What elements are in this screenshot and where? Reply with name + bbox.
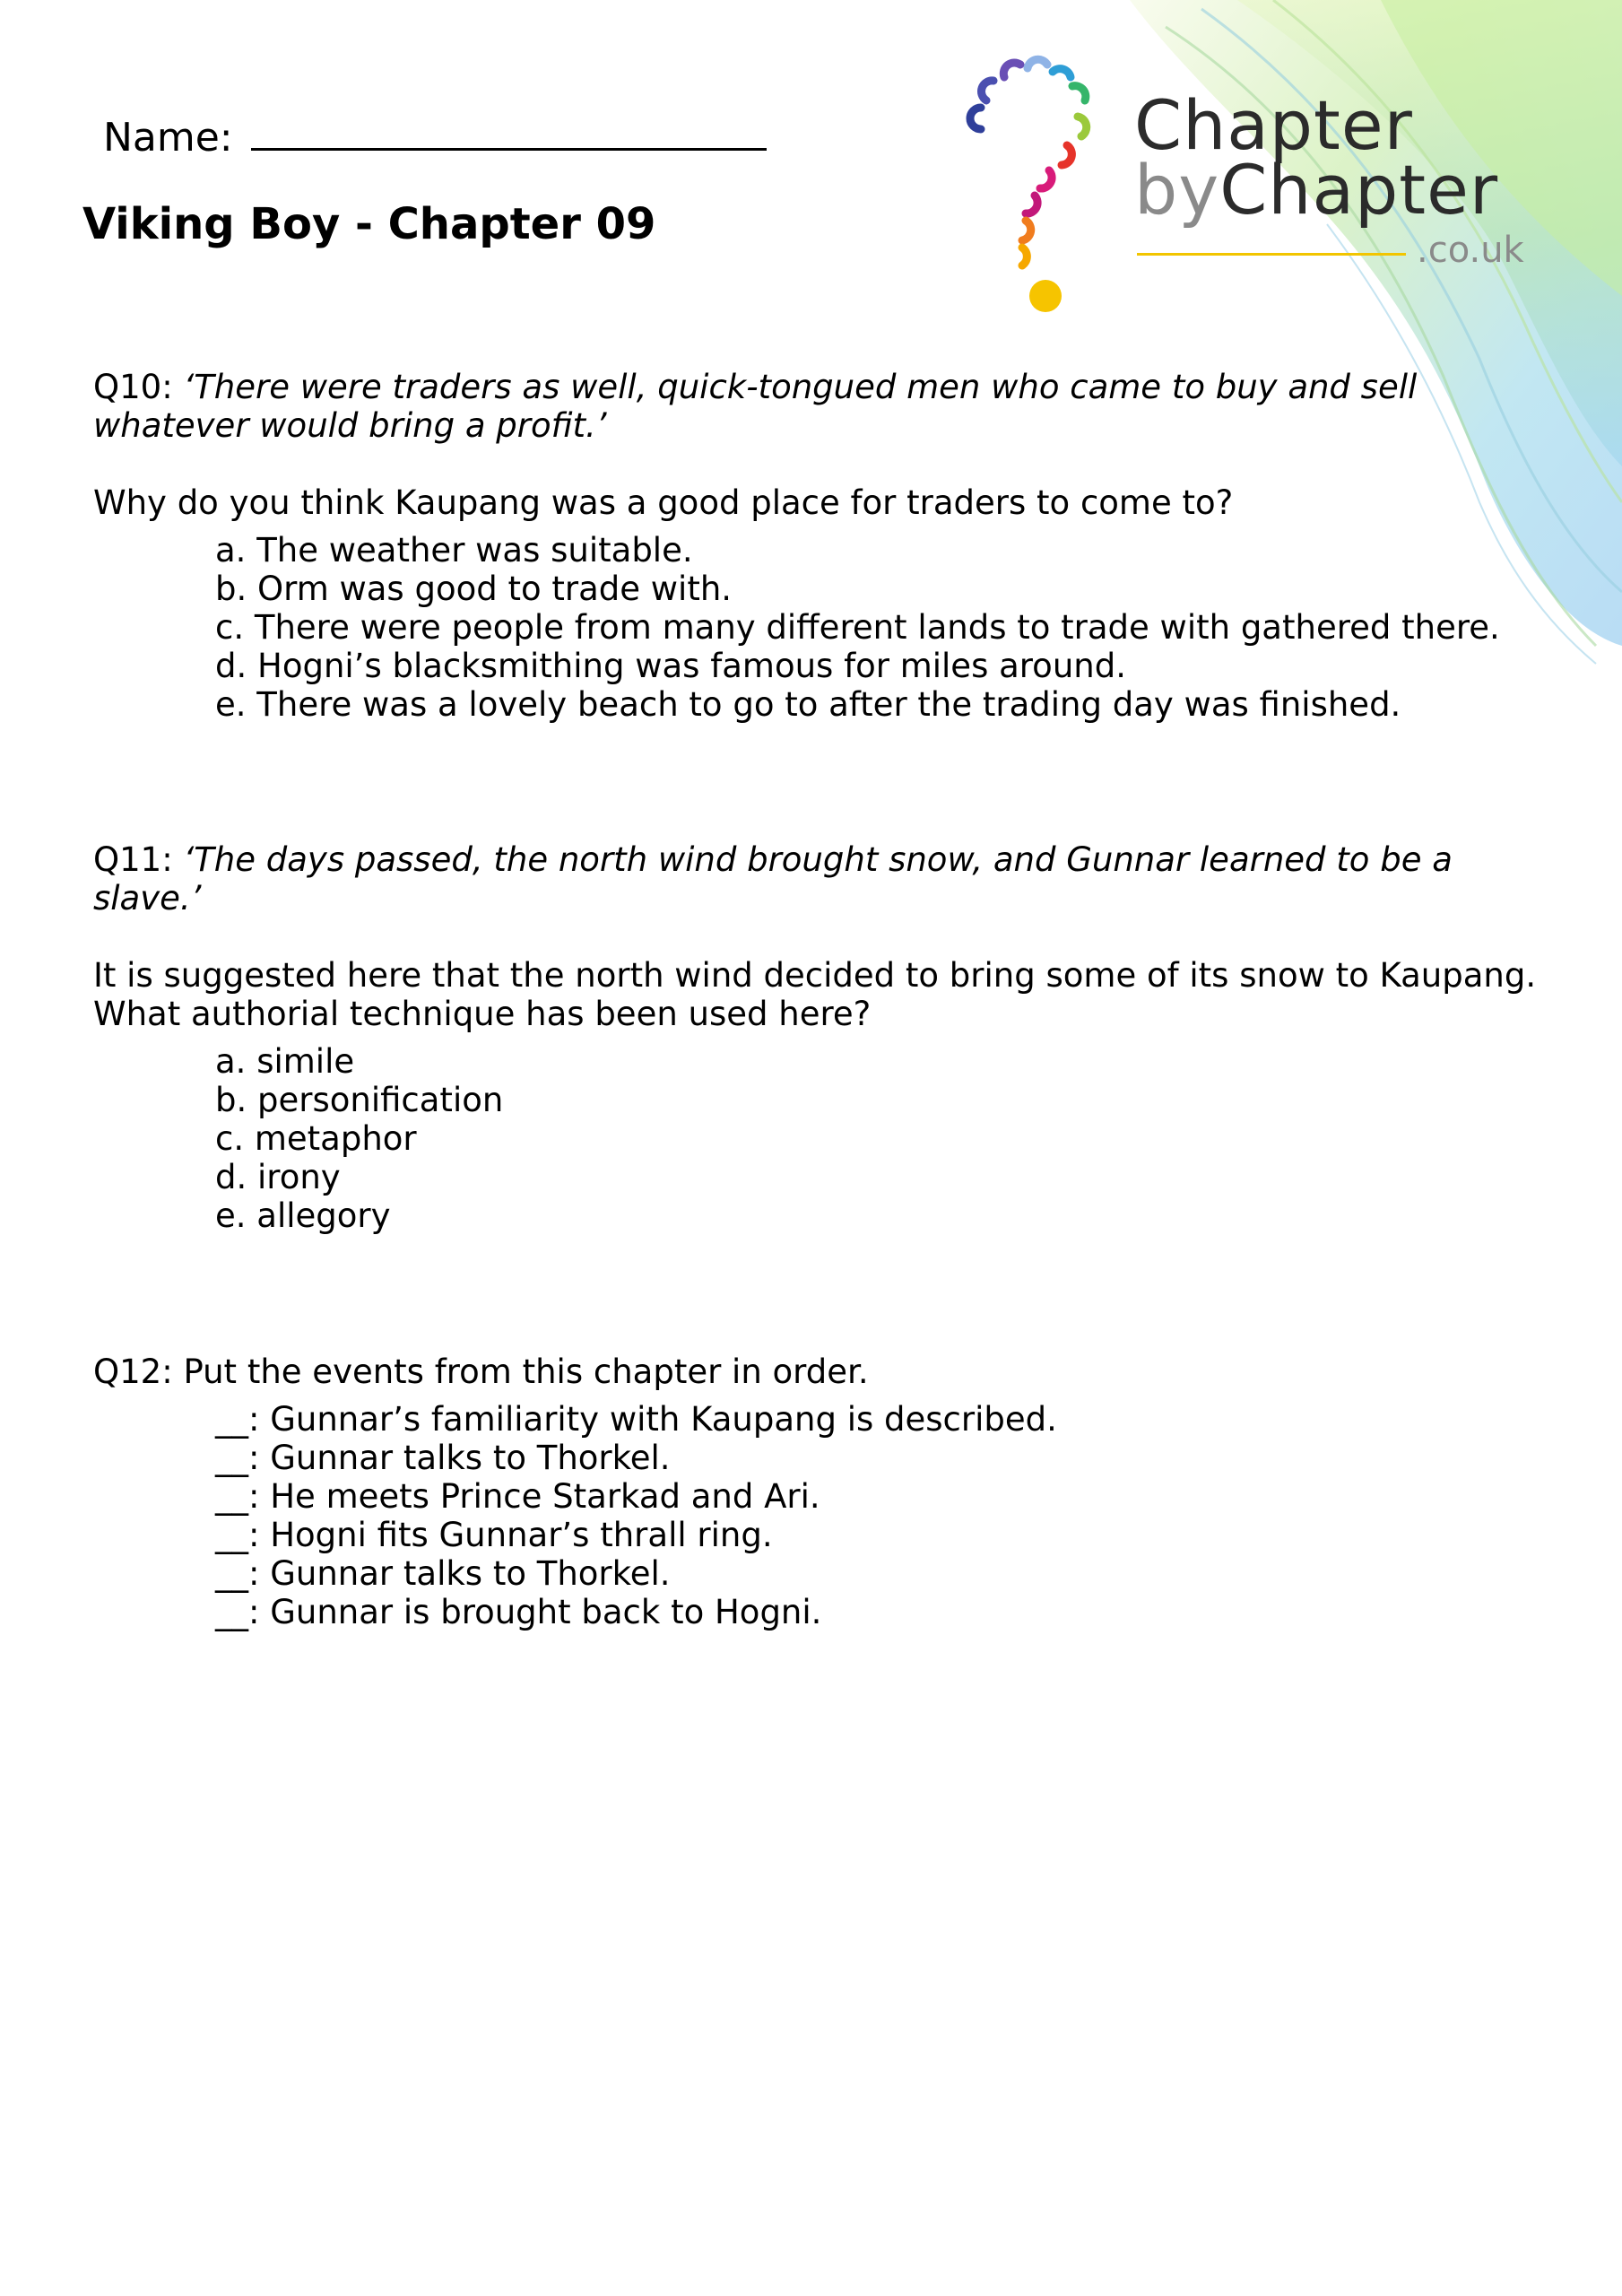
event-item: __: Gunnar is brought back to Hogni. [215,1593,822,1631]
option-e: e. allegory [215,1196,391,1235]
option-a: a. simile [215,1042,355,1081]
logo-underline [1137,253,1406,256]
question-11-quote-line [93,840,1546,918]
name-blank-line [251,116,767,151]
logo-text-chapter: Chapter [1134,85,1413,165]
option-c: c. There were people from many different lands to trade with gathered there. [215,608,1500,647]
option-a: a. The weather was suitable. [215,531,693,570]
event-item: __: Gunnar’s familiarity with Kaupang is described. [215,1400,1057,1439]
question-10-number: Q10: [93,368,184,406]
question-11-number: Q11: [93,840,184,879]
event-item: __: Hogni fits Gunnar’s thrall ring. [215,1516,773,1554]
question-11-options [215,1042,1546,1235]
question-12-events [215,1400,1546,1631]
question-12 [93,1352,1546,1631]
logo-text-chapter-2: Chapter [1219,150,1499,230]
event-item: __: Gunnar talks to Thorkel. [215,1439,671,1477]
question-10-quote: ‘There were traders as well, quick-tongued men who came to buy and sell whatever would bring a profit.’ [93,368,1418,445]
option-d: d. Hogni’s blacksmithing was famous for miles around. [215,647,1126,685]
option-b: b. Orm was good to trade with. [215,570,733,608]
option-d: d. irony [215,1158,341,1196]
page-title: Viking Boy - Chapter 09 [82,199,656,249]
event-item: __: Gunnar talks to Thorkel. [215,1554,671,1593]
option-c: c. metaphor [215,1119,417,1158]
option-e: e. There was a lovely beach to go to after the trading day was finished. [215,685,1401,724]
option-b: b. personification [215,1081,504,1119]
question-12-prompt: Put the events from this chapter in order. [183,1352,869,1391]
name-row [103,115,767,161]
logo-text-by-chapter [1134,150,1499,230]
question-12-number: Q12: [93,1352,184,1391]
logo-text-by: by [1134,150,1220,230]
question-12-line [93,1352,1546,1391]
question-10-quote-line [93,368,1546,445]
question-11 [93,840,1546,1235]
question-11-prompt: It is suggested here that the north wind decided to bring some of its snow to Kaupang. What authorial technique has been used here? [93,956,1537,1033]
logo-domain: .co.uk [1417,230,1524,271]
question-10-options [215,531,1546,724]
question-11-quote: ‘The days passed, the north wind brought snow, and Gunnar learned to be a slave.’ [93,840,1453,918]
question-10-prompt: Why do you think Kaupang was a good place for traders to come to? [93,483,1234,522]
event-item: __: He meets Prince Starkad and Ari. [215,1477,820,1516]
chapter-by-chapter-logo [959,45,1542,314]
name-label: Name: [103,115,233,161]
question-mark-books-icon [959,45,1112,314]
question-10 [93,368,1546,724]
